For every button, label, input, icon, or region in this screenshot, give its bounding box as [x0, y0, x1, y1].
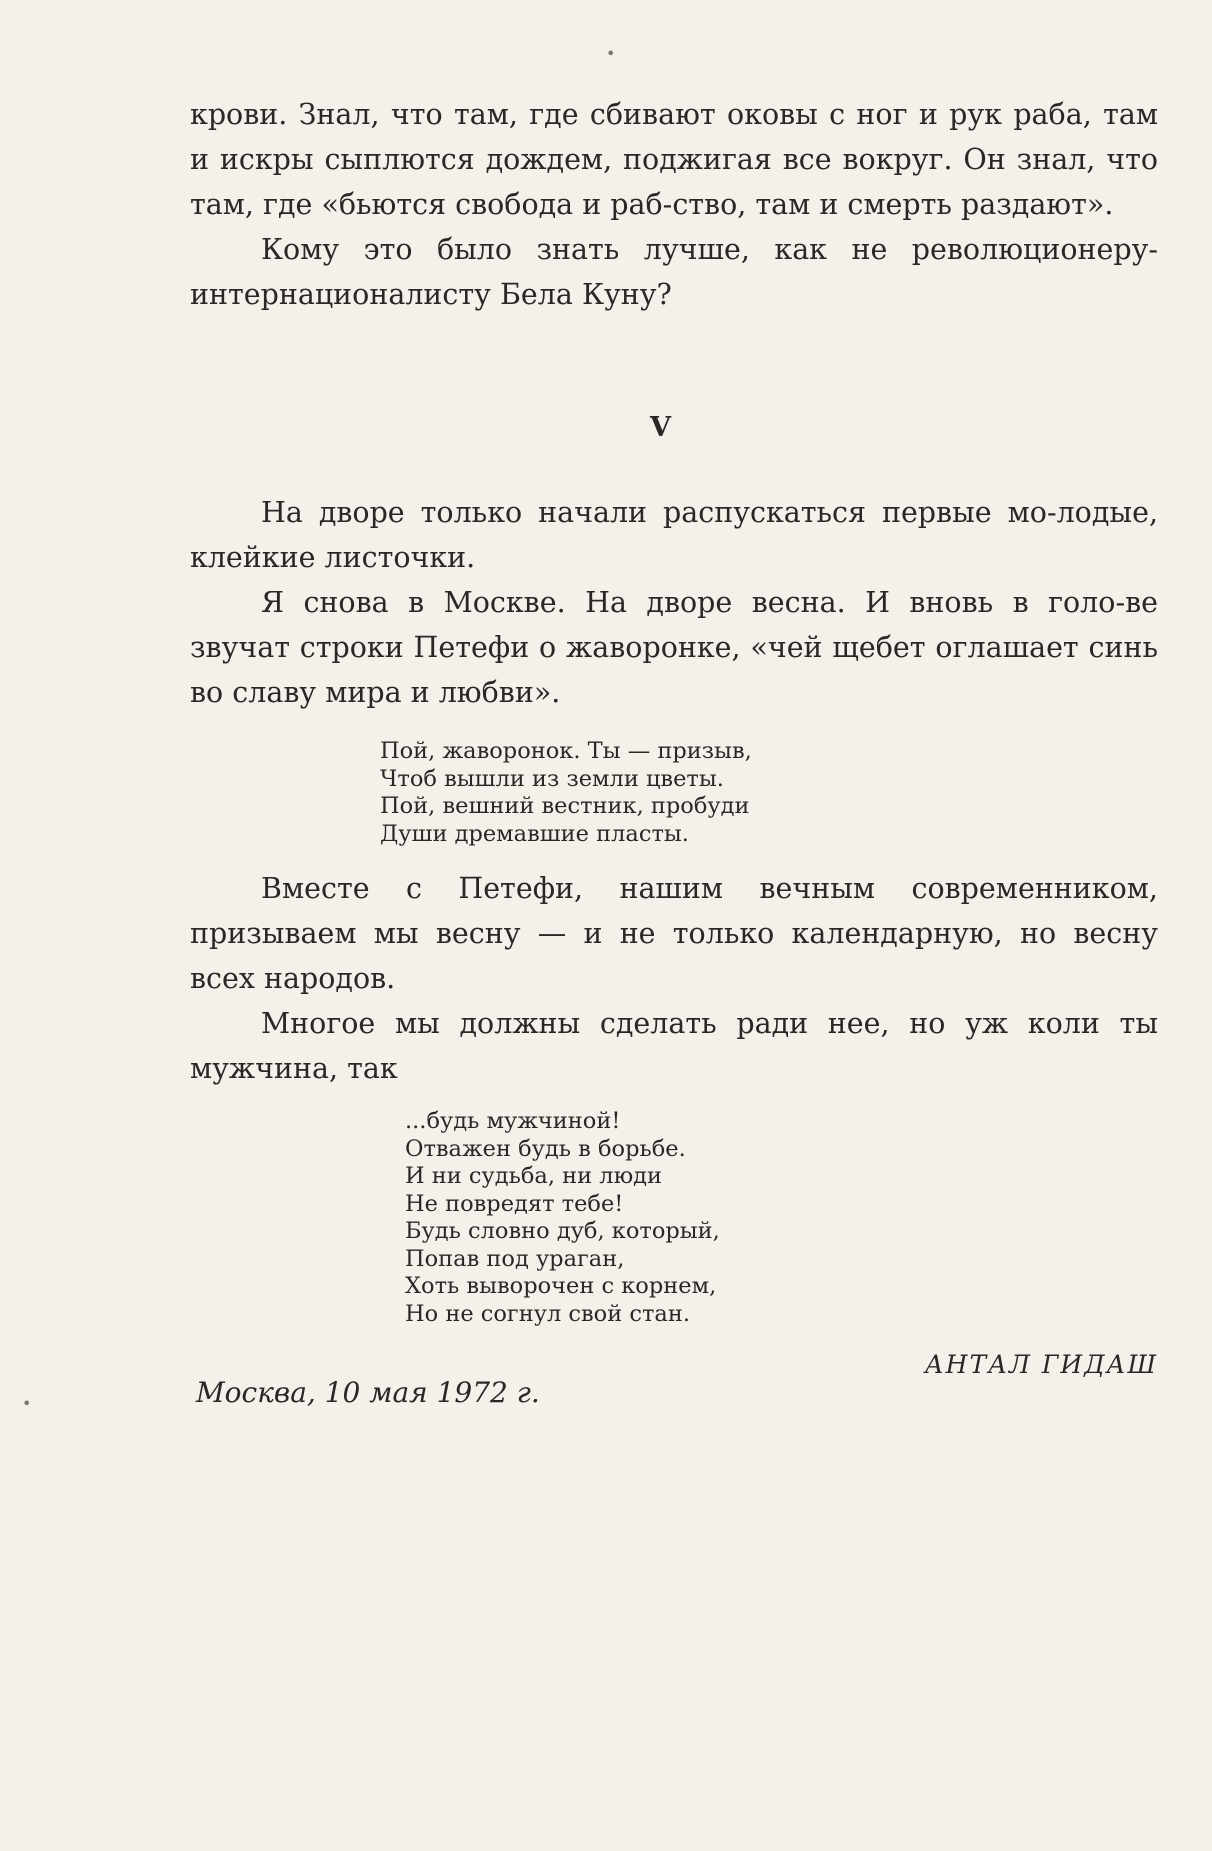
place-date: Москва, 10 мая 1972 г.: [196, 1376, 540, 1409]
text-block-middle: [190, 490, 1158, 715]
text-line: раба, там и искры сыплются дождем, поджигая все: [190, 98, 1159, 176]
text-line: Я снова в Москве. На дворе весна. И вновь в голо-: [261, 586, 1126, 619]
text-line: лодые, клейкие листочки.: [190, 496, 1158, 574]
text-line: Многое мы должны сделать ради нее, но уж коли: [261, 1007, 1100, 1040]
poem-line: Попав под ураган,: [405, 1245, 625, 1272]
text-line: крови. Знал, что там, где сбивают оковы с ног и рук: [190, 98, 1002, 131]
poem-line: Хоть выворочен с корнем,: [405, 1273, 717, 1299]
text-line: оглашает синь во славу мира и любви».: [190, 631, 1158, 709]
poem-line: Души дремавшие пласты.: [380, 820, 689, 847]
text-line: вокруг. Он знал, что там, где «бьются свобода и раб-: [190, 143, 1159, 221]
poem-line: Но не согнул свой стан.: [405, 1300, 690, 1327]
text-line: ве звучат строки Петефи о жаворонке, «чей щебет: [190, 586, 1158, 664]
poem-line: Не повредят тебе!: [405, 1190, 624, 1217]
paragraph-question: [190, 227, 1158, 317]
text-line: весну всех народов.: [190, 917, 1159, 995]
poem-line: Пой, вешний вестник, пробуди: [380, 793, 750, 819]
text-line: ство, там и смерть раздают».: [672, 188, 1114, 221]
text-line: На дворе только начали распускаться первые мо-: [261, 496, 1057, 529]
paragraph-spring: [190, 490, 1158, 580]
top-mark: •: [606, 44, 616, 63]
paragraph-man: [190, 1001, 1158, 1091]
text-line: Кому это было знать лучше, как не революционеру-: [261, 233, 1158, 266]
paragraph-petofi: [190, 866, 1158, 1001]
text-line: интернационалисту Бела Куну?: [190, 278, 672, 311]
text-block-lower: [190, 866, 1158, 1091]
poem-line: Чтоб вышли из земли цветы.: [380, 765, 724, 792]
side-mark: •: [22, 1394, 32, 1413]
poem-line: Будь словно дуб, который,: [405, 1218, 720, 1244]
chapter-number: V: [650, 412, 671, 443]
text-line: призываем мы весну — и не только календарную, но: [190, 917, 1057, 950]
text-line: Вместе с Петефи, нашим вечным современником,: [261, 872, 1158, 905]
paragraph-moscow: [190, 580, 1158, 715]
author-signature: АНТАЛ ГИДАШ: [924, 1350, 1158, 1379]
text-block-top: [190, 92, 1158, 317]
poem-line: И ни судьба, ни люди: [405, 1163, 663, 1189]
poem-be-a-man: [405, 1108, 720, 1328]
poem-line: Отважен будь в борьбе.: [405, 1135, 686, 1162]
poem-line: Пой, жаворонок. Ты — призыв,: [380, 738, 752, 764]
text-line: ты мужчина, так: [190, 1007, 1158, 1085]
paragraph-continuation: [190, 92, 1158, 227]
poem-lark: [380, 738, 752, 848]
poem-line: ...будь мужчиной!: [405, 1108, 621, 1134]
